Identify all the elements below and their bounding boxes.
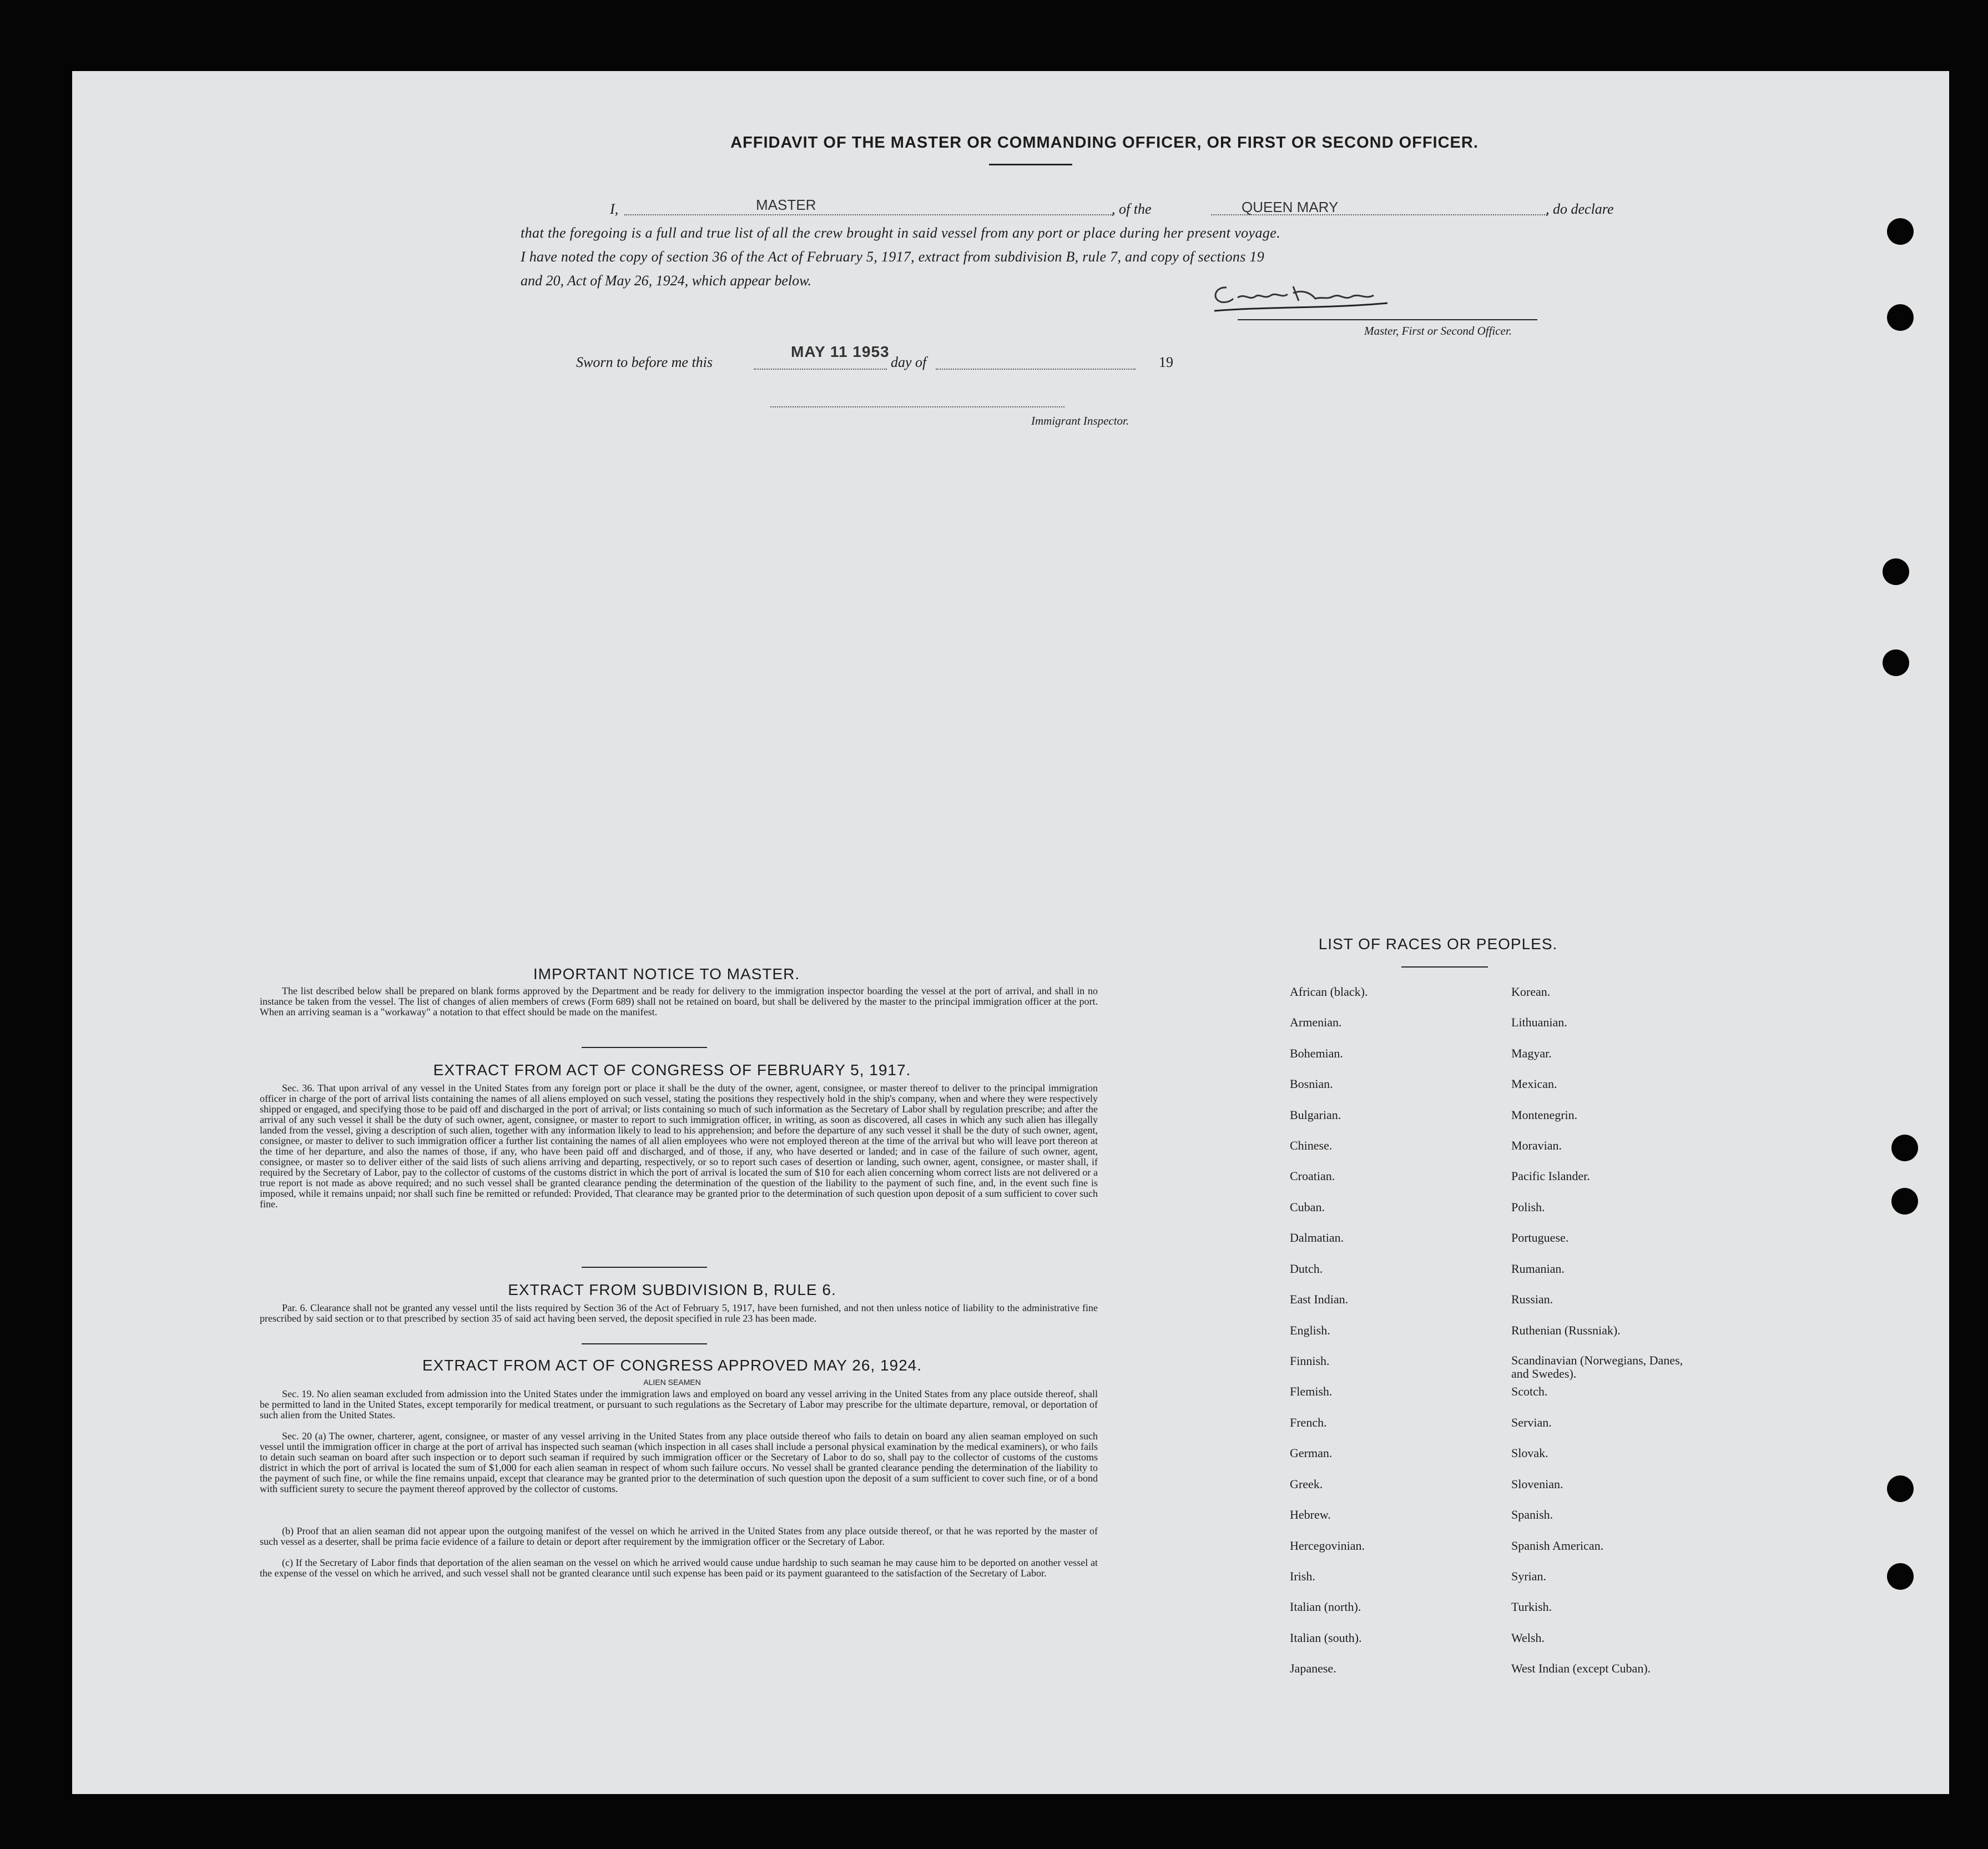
race-item: Japanese.: [1290, 1661, 1336, 1675]
race-item: Polish.: [1511, 1200, 1545, 1214]
notice-text: The list described below shall be prepared on blank forms approved by the Department and be ready for delivery to the immigration inspector boarding the vessel at the port of arrival, and shall in no instance be taken from the vessel. The list of changes of alien members of crews (Form 689) shall not be retained on board, but shall be delivered by the master to the principal immigration officer at the port. When an arriving seaman is a "workaway" a notation to that effect should be made on the manifest.: [260, 985, 1098, 1017]
race-item: Croatian.: [1290, 1169, 1335, 1183]
race-item: Hercegovinian.: [1290, 1539, 1365, 1553]
document-page: [72, 71, 1949, 1794]
extract-1924-title: EXTRACT FROM ACT OF CONGRESS APPROVED MAY 26, 1924.: [422, 1357, 922, 1374]
race-item: Slovak.: [1511, 1446, 1548, 1460]
declaration-line-3: I have noted the copy of section 36 of the Act of February 5, 1917, extract from subdivision B, rule 7, and copy of sections 19: [521, 249, 1265, 265]
race-item: English.: [1290, 1323, 1330, 1337]
punch-hole: [1891, 1188, 1918, 1215]
race-item: Scotch.: [1511, 1384, 1548, 1398]
race-item: Montenegrin.: [1511, 1108, 1578, 1122]
title-underline: [989, 164, 1072, 165]
race-item: Korean.: [1511, 985, 1551, 999]
race-item: Irish.: [1290, 1569, 1315, 1583]
race-item: Russian.: [1511, 1292, 1553, 1306]
signature-line: [1238, 319, 1537, 320]
day-of-label: day of: [891, 354, 927, 370]
notice-title: IMPORTANT NOTICE TO MASTER.: [533, 965, 800, 983]
i-label: I,: [610, 201, 619, 217]
race-item: Hebrew.: [1290, 1508, 1331, 1521]
divider-1: [582, 1047, 707, 1048]
extract-1917-text: Sec. 36. That upon arrival of any vessel in the United States from any foreign port or place it shall be the duty of the owner, agent, consignee, or master thereof to deliver to the principal immigration officer in charge of the port of arrival lists containing the names of all aliens employed on such vessel, stating the positions they respectively hold in the ship's company, when and where they were respectively shipped or engaged, and specifying those to be paid off and discharged in the port of arrival; or lists containing so much of such information as the Secretary of Labor shall by regulation prescribe; and after the arrival of any such vessel it shall be the duty of such owner, agent, consignee, or master to report to such immigration officer, in writing, as soon as discovered, all cases in which any such alien has illegally landed from the vessel, giving a description of such alien, together with any information likely to lead to his apprehension; and before the departure of any such vessel it shall be the duty of such owner, agent, consignee, or master to deliver to such immigration officer a further list containing the names of all alien employees who were not employed thereon at the time of the arrival but who will leave port thereon at the time of her departure, and also the names of those, if any, who have been paid off and discharged, and of those, if any, who have deserted or landed; and in case of the failure of such owner, agent, consignee, or master so to deliver either of the said lists of such aliens arriving and departing, respectively, or so to report such cases of desertion or landing, such owner, agent, consignee, or master shall, if required by the Secretary of Labor, pay to the collector of customs of the customs district in which the port of arrival is located the sum of $10 for each alien concerning whom correct lists are not delivered or a true report is not made as above required; and no such vessel shall be granted clearance pending the determination of the question of the liability to the payment of such fine, and, in the event such fine is imposed, while it remains unpaid; nor shall such fine be remitted or refunded: Provided, That clearance may be granted prior to the determination of such question upon deposit of a sum sufficient to cover such fine.: [260, 1082, 1098, 1210]
race-item: East Indian.: [1290, 1292, 1349, 1306]
races-underline: [1401, 966, 1488, 968]
race-item: Mexican.: [1511, 1077, 1557, 1091]
of-the-label: , of the: [1112, 201, 1152, 217]
vessel-value: QUEEN MARY: [1242, 199, 1339, 215]
race-item: Lithuanian.: [1511, 1015, 1567, 1029]
divider-2: [582, 1267, 707, 1268]
name-value: MASTER: [756, 197, 816, 213]
race-item: Bosnian.: [1290, 1077, 1333, 1091]
race-item: Spanish American.: [1511, 1539, 1604, 1553]
punch-hole: [1887, 218, 1914, 245]
punch-hole: [1891, 1135, 1918, 1161]
master-signature: [1204, 276, 1415, 321]
punch-hole: [1887, 304, 1914, 331]
month-fill-line: [936, 369, 1136, 370]
extract-1924-sec20b: (b) Proof that an alien seaman did not appear upon the outgoing manifest of the vessel on which he arrived in the United States from any place outside thereof, or that he was reported by the master of such vessel as a deserter, shall be prima facie evidence of a failure to detain or deport after requirement by the immigration officer or the Secretary of Labor.: [260, 1525, 1098, 1547]
year-prefix: 19: [1159, 354, 1173, 370]
name-fill-line: [624, 214, 1113, 215]
race-item: Pacific Islander.: [1511, 1169, 1590, 1183]
extract-1924-sec19: Sec. 19. No alien seaman excluded from admission into the United States under the immigration laws and employed on board any vessel arriving in the United States from any place outside thereof, shall be permitted to land in the United States, except temporarily for medical treatment, or pursuant to such regulations as the Secretary of Labor may prescribe for the ultimate departure, removal, or deportation of such alien from the United States.: [260, 1388, 1098, 1420]
race-item: Magyar.: [1511, 1046, 1552, 1060]
punch-hole: [1883, 649, 1909, 676]
extract-1917-title: EXTRACT FROM ACT OF CONGRESS OF FEBRUARY 5, 1917.: [433, 1061, 911, 1079]
punch-hole: [1887, 1563, 1914, 1590]
race-item: Rumanian.: [1511, 1262, 1565, 1276]
race-item: Dutch.: [1290, 1262, 1323, 1276]
races-title: LIST OF RACES OR PEOPLES.: [1318, 935, 1558, 953]
do-declare-label: , do declare: [1546, 201, 1614, 217]
declaration-line-2: that the foregoing is a full and true list of all the crew brought in said vessel from any port or place during her present voyage.: [521, 225, 1281, 241]
race-item: Bohemian.: [1290, 1046, 1343, 1060]
race-item: Spanish.: [1511, 1508, 1553, 1521]
race-item: Armenian.: [1290, 1015, 1342, 1029]
extract-1924-subtitle: ALIEN SEAMEN: [643, 1378, 701, 1387]
punch-hole: [1883, 558, 1909, 585]
sworn-fill-line: [754, 369, 887, 370]
divider-3: [582, 1343, 707, 1344]
race-item: Welsh.: [1511, 1631, 1545, 1645]
race-item: Syrian.: [1511, 1569, 1546, 1583]
race-item: Italian (north).: [1290, 1600, 1361, 1614]
race-item: African (black).: [1290, 985, 1368, 999]
sworn-date-stamp: MAY 11 1953: [791, 343, 890, 360]
race-item: Dalmatian.: [1290, 1231, 1344, 1245]
race-item: German.: [1290, 1446, 1333, 1460]
race-item: Slovenian.: [1511, 1477, 1563, 1491]
race-item: Cuban.: [1290, 1200, 1325, 1214]
extract-1924-sec20a: Sec. 20 (a) The owner, charterer, agent, consignee, or master of any vessel arriving in the United States from any place outside thereof who fails to detain on board any alien seaman employed on such vessel until the immigration officer in charge at the port of arrival has inspected such seaman (which inspection in all cases shall include a personal physical examination by the medical examiners), or who fails to detain such seaman on board after such inspection or to deport such seaman if required by such immigration officer or the Secretary of Labor to do so, shall pay to the collector of customs of the customs district in which the port of arrival is located the sum of $1,000 for each alien seaman in respect of whom such failure occurs. No vessel shall be granted clearance pending the determination of the liability to the payment of such fine, or while the fine remains unpaid, except that clearance may be granted prior to the determination of such question upon the deposit of a sum sufficient to cover such fine, or of a bond with sufficient surety to secure the payment thereof approved by the collector of customs.: [260, 1430, 1098, 1494]
signature-caption: Master, First or Second Officer.: [1364, 324, 1512, 337]
extract-rule6-title: EXTRACT FROM SUBDIVISION B, RULE 6.: [508, 1281, 836, 1298]
race-item: West Indian (except Cuban).: [1511, 1661, 1651, 1675]
punch-hole: [1887, 1475, 1914, 1502]
extract-rule6-text: Par. 6. Clearance shall not be granted any vessel until the lists required by Section 36 of the Act of February 5, 1917, have been furnished, and not then unless notice of liability to the administrative fine prescribed by said section or to that prescribed by section 35 of said act having been served, the deposit specified in rule 23 has been made.: [260, 1302, 1098, 1324]
race-item: French.: [1290, 1415, 1327, 1429]
race-item: Ruthenian (Russniak).: [1511, 1323, 1621, 1337]
race-item: Servian.: [1511, 1415, 1552, 1429]
race-item: Italian (south).: [1290, 1631, 1362, 1645]
race-item: Flemish.: [1290, 1384, 1333, 1398]
extract-1924-sec20c: (c) If the Secretary of Labor finds that deportation of the alien seaman on the vessel on which he arrived would cause undue hardship to such seaman he may cause him to be deported on another vessel at the expense of the vessel on which he arrived, and such vessel shall not be granted clearance until such expense has been paid or its payment guaranteed to the satisfaction of the Secretary of Labor.: [260, 1557, 1098, 1579]
race-item: Finnish.: [1290, 1354, 1330, 1368]
affidavit-title: AFFIDAVIT OF THE MASTER OR COMMANDING OFFICER, OR FIRST OR SECOND OFFICER.: [730, 134, 1479, 152]
race-item: Portuguese.: [1511, 1231, 1569, 1245]
declaration-line-4: and 20, Act of May 26, 1924, which appear below.: [521, 273, 812, 289]
race-item: Chinese.: [1290, 1138, 1333, 1152]
race-item: Scandinavian (Norwegians, Danes, and Swedes).: [1511, 1353, 1683, 1381]
race-item: Turkish.: [1511, 1600, 1552, 1614]
inspector-caption: Immigrant Inspector.: [1031, 414, 1129, 427]
race-item: Greek.: [1290, 1477, 1323, 1491]
race-item: Bulgarian.: [1290, 1108, 1341, 1122]
inspector-line: [770, 406, 1064, 407]
race-item: Moravian.: [1511, 1138, 1562, 1152]
sworn-label: Sworn to before me this: [576, 354, 713, 370]
